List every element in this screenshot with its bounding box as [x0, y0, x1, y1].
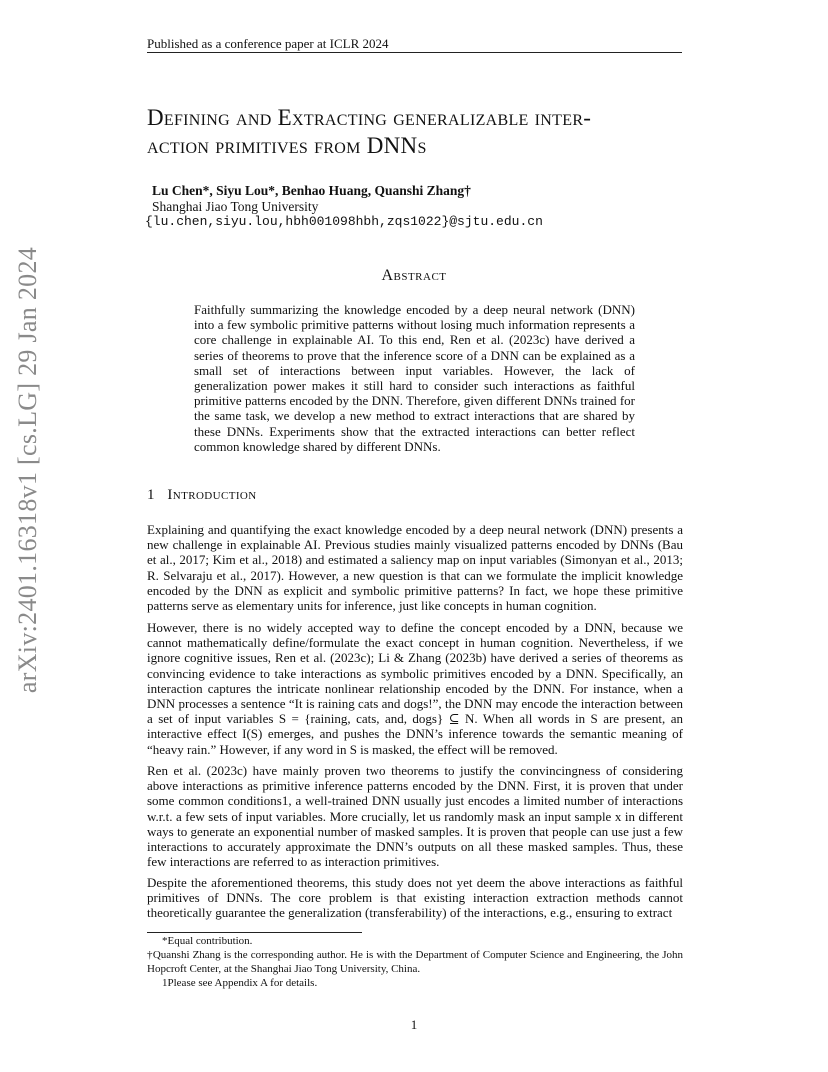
- header-rule: [147, 52, 682, 53]
- footnote-equal-contribution: *Equal contribution.: [162, 935, 253, 947]
- paper-title: [147, 104, 707, 160]
- section-title: Introduction: [167, 487, 257, 503]
- arxiv-sidebar: [8, 246, 48, 694]
- intro-paragraph-2: However, there is no widely accepted way to define the concept encoded by a DNN, because we cannot mathematically define/formulate the exact concept in human cognition. Nevertheless, if we ignore cognitive issues, Ren et al. (2023c); Li & Zhang (2023b) have derived a series of theorems as convincing evidence to take interactions as symbolic primitives encoded by a DNN. Specifically, an interaction captures the intricate nonlinear relationship encoded by the DNN. For instance, when a DNN processes a sentence “It is raining cats and dogs!”, the DNN may encode the interaction between a set of input variables S = {raining, cats, and, dogs} ⊆ N. When all words in S are present, an interactive effect I(S) emerges, and pushes the DNN’s inference towards the semantic meaning of “heavy rain.” However, if any word in S is masked, the effect will be removed.: [147, 620, 683, 757]
- intro-paragraph-4: Despite the aforementioned theorems, this study does not yet deem the above interactions as faithful primitives of DNNs. The core problem is that existing interaction extraction methods cannot theoretically guarantee the generalization (transferability) of the interactions, e.g., ensuring to extract: [147, 875, 683, 921]
- intro-paragraph-1: Explaining and quantifying the exact knowledge encoded by a deep neural network (DNN) presents a new challenge in explainable AI. Previous studies mainly visualized patterns encoded by DNNs (Bau et al., 2017; Kim et al., 2018) and estimated a saliency map on input variables (Simonyan et al., 2013; R. Selvaraju et al., 2017). However, a new question is that can we formulate the implicit knowledge encoded by the DNN as explicit and symbolic primitive patterns? In fact, we hope these primitive patterns serve as elementary units for inference, just like concepts in human cognition.: [147, 522, 683, 614]
- footnote-appendix: 1Please see Appendix A for details.: [162, 977, 318, 989]
- title-line-1: Defining and Extracting generalizable inter-: [147, 105, 592, 130]
- section-number: 1: [147, 487, 155, 503]
- page-number: 1: [410, 1017, 418, 1032]
- running-header: Published as a conference paper at ICLR 2024: [147, 36, 389, 51]
- intro-paragraph-3: Ren et al. (2023c) have mainly proven two theorems to justify the convincingness of considering above interactions as primitive inference patterns encoded by the DNN. First, it is proven that under some common conditions1, a well-trained DNN usually just encodes a limited number of interactions w.r.t. a few sets of input variables. More crucially, let us randomly mask an input sample x in different ways to generate an exponential number of masked samples. It is proven that people can use just a few interactions to accurately approximate the DNN’s outputs on all these masked samples. Thus, these few interactions are referred to as interaction primitives.: [147, 763, 683, 870]
- affiliation: Shanghai Jiao Tong University: [152, 199, 319, 214]
- abstract-heading: Abstract: [381, 267, 447, 284]
- title-line-2: action primitives from DNNs: [147, 133, 427, 158]
- author-emails: {lu.chen,siyu.lou,hbh001098hbh,zqs1022}@sjtu.edu.cn: [145, 214, 543, 229]
- author-list: Lu Chen*, Siyu Lou*, Benhao Huang, Quanshi Zhang†: [152, 183, 471, 198]
- footnote-rule: [147, 932, 362, 933]
- footnote-corresponding-author: †Quanshi Zhang is the corresponding author. He is with the Department of Computer Science and Engineering, the John Hopcroft Center, at the Shanghai Jiao Tong University, China.: [147, 949, 683, 975]
- arxiv-identifier[interactable]: arXiv:2401.16318v1 [cs.LG] 29 Jan 2024: [13, 246, 42, 694]
- abstract-body: Faithfully summarizing the knowledge encoded by a deep neural network (DNN) into a few symbolic primitive patterns without losing much information represents a core challenge in explainable AI. To this end, Ren et al. (2023c) have derived a series of theorems to prove that the inference score of a DNN can be explained as a small set of interactions between input variables. However, the lack of generalization power makes it still hard to consider such interactions as faithful primitive patterns encoded by the DNN. Therefore, given different DNNs trained for the same task, we develop a new method to extract interactions that are shared by these DNNs. Experiments show that the extracted interactions can better reflect common knowledge shared by different DNNs.: [194, 302, 635, 454]
- section-heading: [147, 487, 257, 504]
